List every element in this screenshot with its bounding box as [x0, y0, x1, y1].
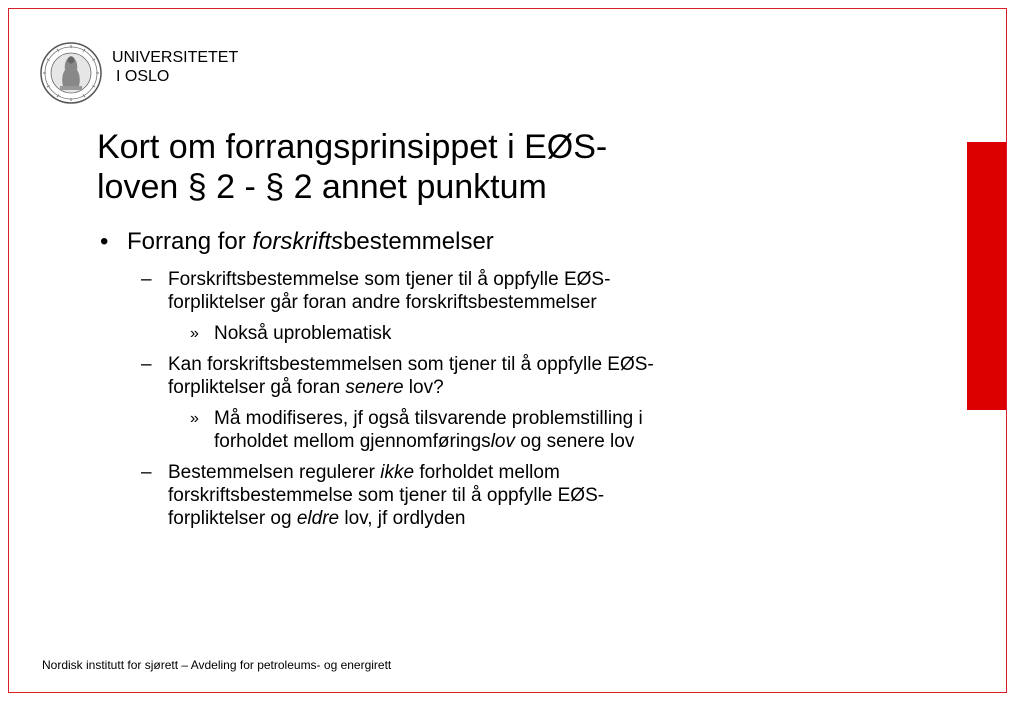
sub3-line1-pre: Bestemmelsen regulerer	[168, 462, 381, 483]
sub2a-line2-italic: lov	[490, 431, 515, 452]
sub2-line2-post: lov?	[403, 377, 444, 398]
chevron-marker: »	[190, 325, 199, 342]
sub-sub-bullet-uproblematisk	[100, 322, 800, 345]
sub1a-text: Nokså uproblematisk	[214, 323, 392, 344]
university-name-line1: UNIVERSITETET	[112, 49, 239, 66]
dash-marker: –	[141, 269, 152, 290]
sub-sub-bullet-modifiseres	[100, 407, 800, 453]
sub2a-line1: Må modifiseres, jf også tilsvarende problemstilling i	[214, 408, 643, 429]
chevron-marker: »	[190, 410, 199, 427]
bullet-forrang	[100, 228, 800, 256]
slide-body	[100, 228, 800, 538]
bullet-marker: •	[100, 228, 109, 255]
slide-title	[97, 127, 797, 207]
university-name	[112, 48, 238, 86]
sub3-line3-italic: eldre	[296, 508, 340, 529]
slide-title-line2: loven § 2 - § 2 annet punktum	[97, 168, 547, 206]
bullet-text-pre: Forrang for	[127, 228, 253, 255]
dash-marker: –	[141, 354, 152, 375]
sub2-line2-pre: forpliktelser gå foran	[168, 377, 346, 398]
bullet-text-italic: forskrifts	[252, 228, 344, 255]
bullet-text-post: bestemmelser	[343, 228, 494, 255]
university-seal-logo	[40, 42, 102, 104]
sub1-line2: forpliktelser går foran andre forskriftsbestemmelser	[168, 292, 597, 313]
footer-text: Nordisk institutt for sjørett – Avdeling for petroleums- og energirett	[42, 658, 392, 672]
dash-marker: –	[141, 462, 152, 483]
sub2a-line2-post: og senere lov	[514, 431, 635, 452]
sub-bullet-eldre-lov	[100, 461, 800, 530]
sub3-line1-post: forholdet mellom	[414, 462, 560, 483]
sub-bullet-forskrift	[100, 268, 800, 314]
sub3-line3-pre: forpliktelser og	[168, 508, 297, 529]
sub1-line1: Forskriftsbestemmelse som tjener til å oppfylle EØS-	[168, 269, 611, 290]
slide-title-line1: Kort om forrangsprinsippet i EØS-	[97, 128, 608, 166]
sub-bullet-senere-lov	[100, 353, 800, 399]
sub2-line1: Kan forskriftsbestemmelsen som tjener til å oppfylle EØS-	[168, 354, 654, 375]
sub3-line1-italic: ikke	[380, 462, 415, 483]
sub2-line2-italic: senere	[345, 377, 404, 398]
university-name-line2: I OSLO	[116, 68, 170, 85]
sub3-line3-post: lov, jf ordlyden	[339, 508, 466, 529]
sub3-line2: forskriftsbestemmelse som tjener til å oppfylle EØS-	[168, 485, 605, 506]
red-accent-bar	[967, 142, 1006, 410]
sub2a-line2-pre: forholdet mellom gjennomførings	[214, 431, 491, 452]
